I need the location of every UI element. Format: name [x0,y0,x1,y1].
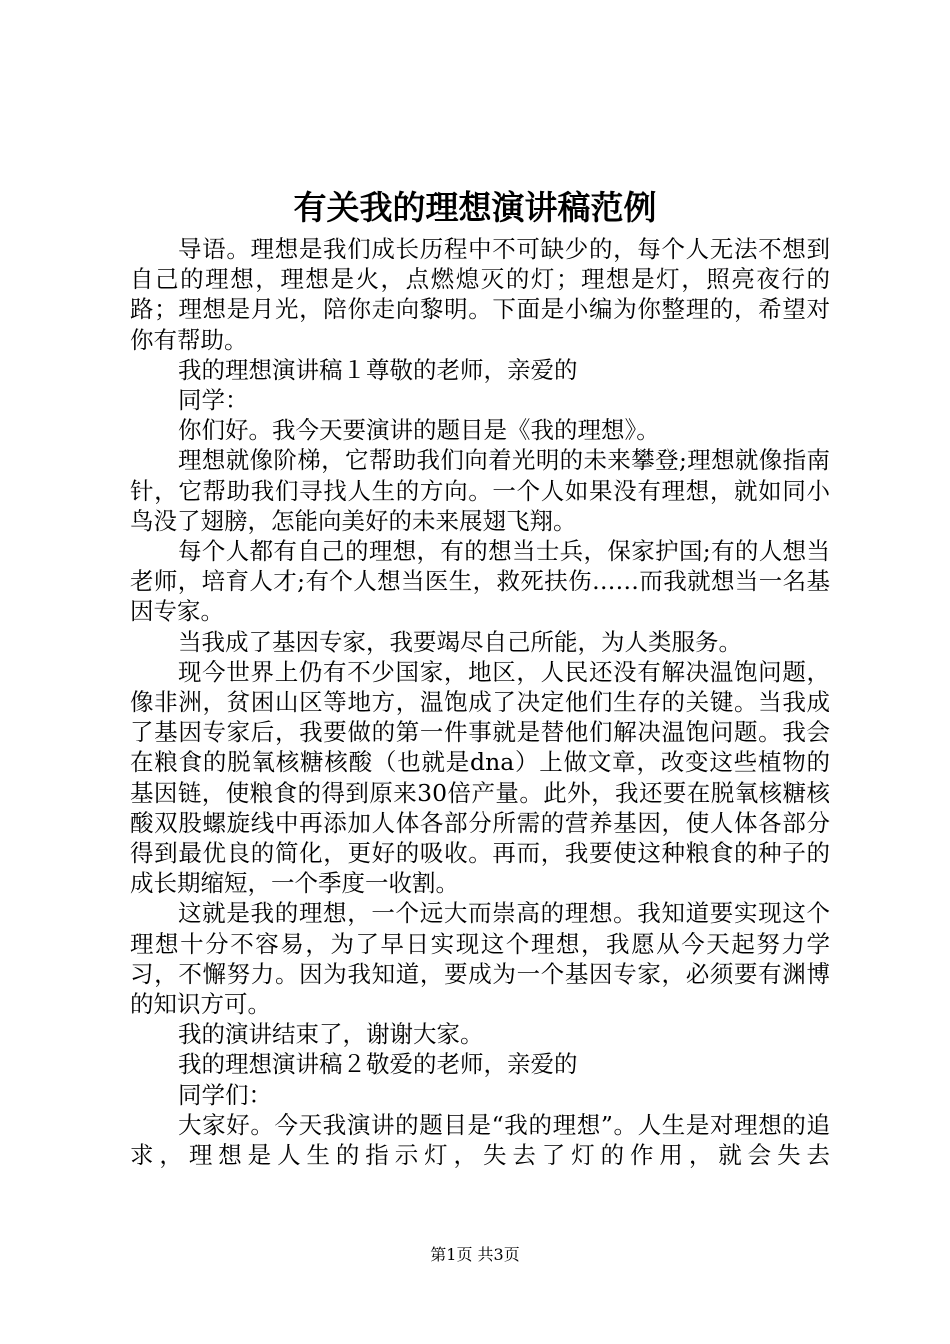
paragraph-salutation-2: 同学们： [178,1080,272,1109]
page-title: 有关我的理想演讲稿范例 [293,188,657,227]
page-number-footer: 第1页 共3页 [430,1245,520,1264]
paragraph-greeting: 你们好。我今天要演讲的题目是《我的理想》。 [178,416,660,445]
paragraph-my-ideal: 这就是我的理想，一个远大而崇高的理想。我知道要实现这个理想十分不容易，为了早日实现这个理想，我愿从今天起努力学习，不懈努力。因为我知道，要成为一个基因专家，必须要有渊博的知识方可。 [130,899,830,1019]
paragraph-speech2-intro: 大家好。今天我演讲的题目是“我的理想”。人生是对理想的追求，理想是人生的指示灯，失去了灯的作用，就会失去 [130,1110,830,1170]
paragraph-speech1-heading: 我的理想演讲稿１尊敬的老师，亲爱的 [178,355,578,384]
paragraph-everyone-ideal: 每个人都有自己的理想，有的想当士兵，保家护国;有的人想当老师，培育人才;有个人想当医生，救死扶伤……而我就想当一名基因专家。 [130,537,830,626]
paragraph-food-problem: 现今世界上仍有不少国家，地区，人民还没有解决温饱问题，像非洲，贫困山区等地方，温饱成了决定他们生存的关键。当我成了基因专家后，我要做的第一件事就是替他们解决温饱问题。我会在粮食的脱氧核糖核酸（也就是dna）上做文章，改变这些植物的基因链，使粮食的得到原来30倍产量。此外，我还要在脱氧核糖核酸双股螺旋线中再添加人体各部分所需的营养基因，使人体各部分得到最优良的简化，更好的吸收。再而，我要使这种粮食的种子的成长期缩短，一个季度一收割。 [130,657,830,898]
paragraph-salutation: 同学： [178,386,249,415]
paragraph-serve-humanity: 当我成了基因专家，我要竭尽自己所能，为人类服务。 [178,627,742,656]
paragraph-intro: 导语。理想是我们成长历程中不可缺少的，每个人无法不想到自己的理想，理想是火，点燃熄灭的灯；理想是灯，照亮夜行的路；理想是月光，陪你走向黎明。下面是小编为你整理的，希望对你有帮助。 [130,235,830,354]
paragraph-ladder: 理想就像阶梯，它帮助我们向着光明的未来攀登;理想就像指南针，它帮助我们寻找人生的方向。一个人如果没有理想，就如同小鸟没了翅膀，怎能向美好的未来展翅飞翔。 [130,446,830,535]
paragraph-speech2-heading: 我的理想演讲稿２敬爱的老师，亲爱的 [178,1050,578,1079]
document-body [130,234,830,1170]
paragraph-closing: 我的演讲结束了，谢谢大家。 [178,1020,484,1049]
